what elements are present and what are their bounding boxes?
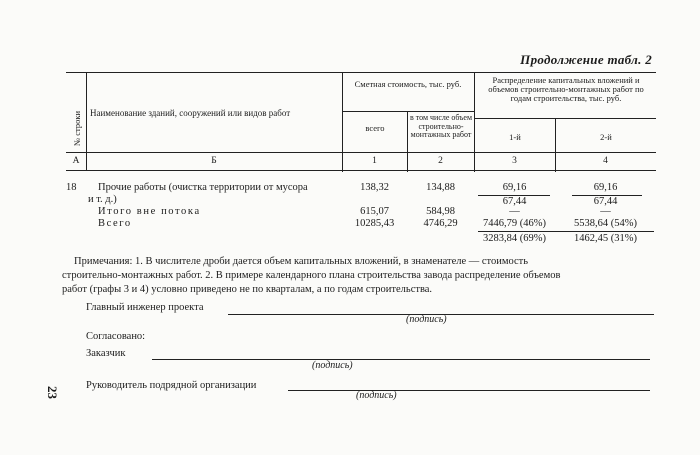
out-year1: — bbox=[509, 206, 520, 217]
customer-signature-line bbox=[152, 359, 650, 360]
grand-year1-top: 7446,79 (46%) bbox=[483, 218, 546, 229]
index-row-bottom-border bbox=[66, 170, 656, 171]
header-year2: 2-й bbox=[600, 132, 612, 142]
header-bottom-border bbox=[66, 152, 656, 153]
contractor-signature-line bbox=[288, 390, 650, 391]
out-of-flow-label: Итого вне потока bbox=[98, 206, 201, 217]
header-year1: 1-й bbox=[509, 132, 521, 142]
out-smr-cost: 584,98 bbox=[426, 206, 455, 217]
note-line2: строительно-монтажных работ. 2. В примере календарного плана строительства завода распределение объемов bbox=[62, 270, 561, 281]
row-number: 18 bbox=[66, 182, 77, 193]
index-3: 3 bbox=[512, 156, 517, 166]
grand-year1-bottom: 3283,84 (69%) bbox=[483, 233, 546, 244]
index-a: А bbox=[72, 156, 80, 166]
grand-total-smr: 4746,29 bbox=[423, 218, 458, 229]
header-distribution: Распределение капитальных вложений и объемов строительно-монтажных работ по годам строительства, тыс. руб. bbox=[488, 75, 644, 103]
out-year2: — bbox=[600, 206, 611, 217]
item-year1-top: 69,16 bbox=[502, 182, 527, 193]
grand-year2-bottom: 1462,45 (31%) bbox=[574, 233, 637, 244]
cost-subheader-divider bbox=[342, 111, 474, 112]
chief-engineer-label: Главный инженер проекта bbox=[86, 302, 204, 313]
chief-engineer-signature-caption: (подпись) bbox=[406, 314, 447, 325]
page-number: 23 bbox=[45, 386, 60, 399]
index-1: 1 bbox=[372, 156, 377, 166]
contractor-signature-caption: (подпись) bbox=[356, 390, 397, 401]
header-incl: в том числе объем строительно-монтажных работ bbox=[409, 113, 473, 139]
agreed-label: Согласовано: bbox=[86, 331, 146, 342]
grand-total-cost: 10285,43 bbox=[354, 218, 395, 229]
customer-label: Заказчик bbox=[86, 348, 126, 359]
table-continuation-title: Продолжение табл. 2 bbox=[520, 52, 652, 67]
header-total: всего bbox=[365, 123, 385, 133]
grand-total-label: Всего bbox=[98, 218, 132, 229]
index-b: Б bbox=[211, 156, 217, 166]
note-line3: работ (графы 3 и 4) условно приведено не по кварталам, а по годам строительства. bbox=[62, 284, 433, 295]
item-name-line1: Прочие работы (очистка территории от мусора bbox=[98, 182, 308, 193]
header-row-number: № строки bbox=[72, 110, 82, 146]
item-total-cost: 138,32 bbox=[360, 182, 389, 193]
distribution-subheader-divider bbox=[474, 118, 656, 119]
item-year1-bottom: 67,44 bbox=[502, 196, 527, 207]
item-name-line2: и т. д.) bbox=[88, 194, 117, 205]
item-smr-cost: 134,88 bbox=[426, 182, 455, 193]
note-line1: Примечания: 1. В числителе дроби дается объем капитальных вложений, в знаменателе — стоимость bbox=[74, 256, 529, 267]
grand-year2-top: 5538,64 (54%) bbox=[574, 218, 637, 229]
table-top-border bbox=[66, 72, 656, 73]
index-4: 4 bbox=[603, 156, 608, 166]
header-name: Наименование зданий, сооружений или видов работ bbox=[90, 108, 291, 118]
header-cost: Сметная стоимость, тыс. руб. bbox=[354, 79, 462, 89]
index-2: 2 bbox=[438, 156, 443, 166]
fraction-bar bbox=[478, 231, 654, 232]
customer-signature-caption: (подпись) bbox=[312, 360, 353, 371]
out-total-cost: 615,07 bbox=[360, 206, 389, 217]
contractor-head-label: Руководитель подрядной организации bbox=[86, 380, 257, 391]
item-year2-top: 69,16 bbox=[593, 182, 618, 193]
item-year2-bottom: 67,44 bbox=[593, 196, 618, 207]
